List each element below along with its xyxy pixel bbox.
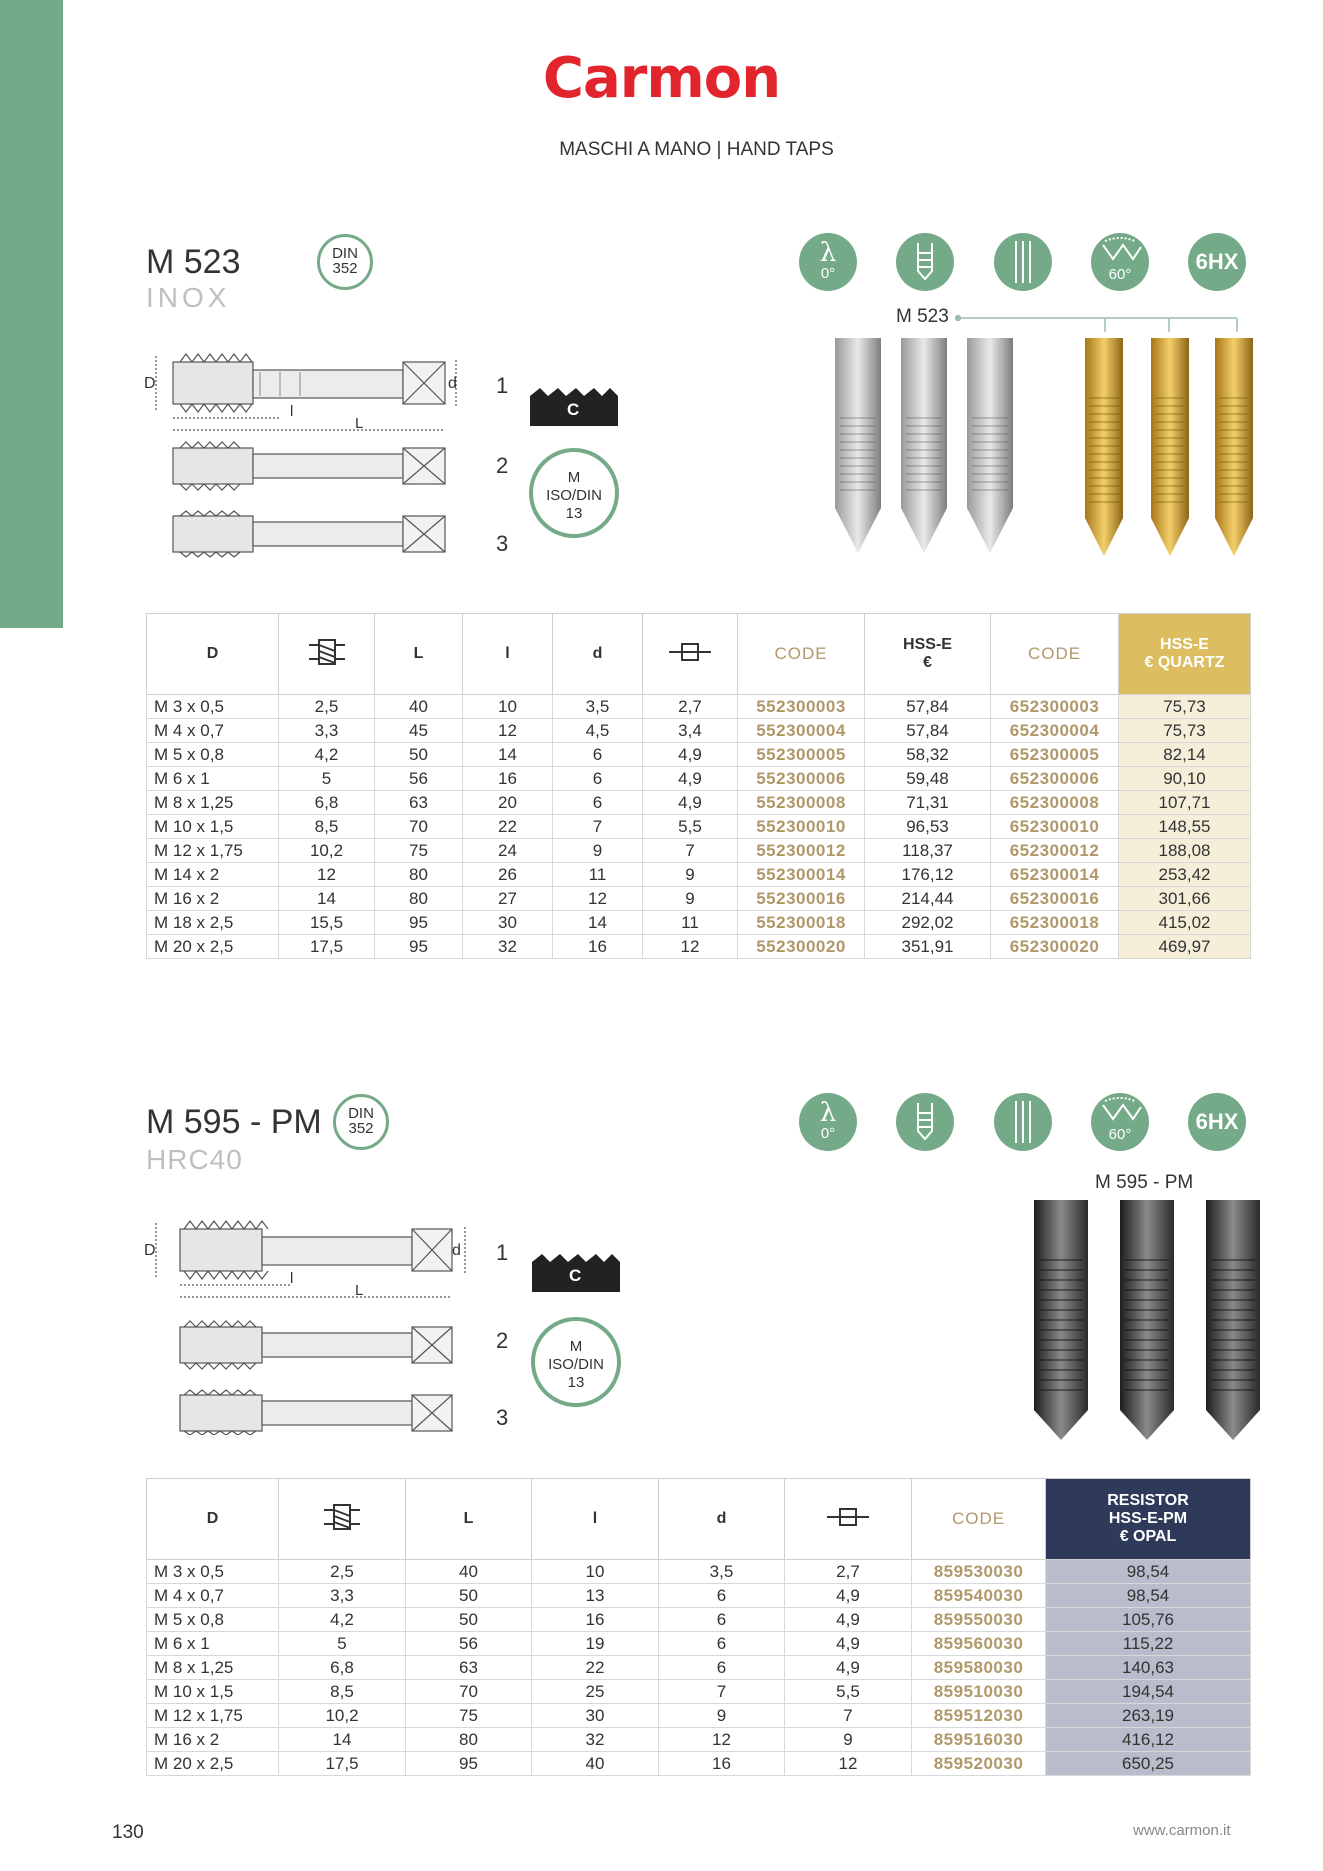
table-cell: 95 (375, 935, 463, 959)
table-cell: 98,54 (1046, 1584, 1251, 1608)
table-cell: 301,66 (1119, 887, 1251, 911)
image-label-leader (955, 310, 1245, 334)
table-cell: 25 (532, 1680, 659, 1704)
table-cell: 12 (659, 1728, 785, 1752)
table-cell: M 3 x 0,5 (147, 1560, 279, 1584)
table-row (147, 695, 1251, 719)
table-cell: 859530030 (912, 1560, 1046, 1584)
tap-number-2: 2 (496, 453, 509, 478)
din-badge (317, 234, 373, 290)
table-cell: 3,3 (279, 719, 375, 743)
table-cell: 351,91 (865, 935, 991, 959)
table-row (147, 1632, 1251, 1656)
table-row (147, 719, 1251, 743)
model-subtitle: INOX (146, 282, 231, 313)
table-cell: 552300006 (738, 767, 865, 791)
product-photo-taps (835, 338, 1260, 583)
dim-D: D (144, 375, 156, 392)
table-row (147, 743, 1251, 767)
table-cell: 10,2 (279, 1704, 406, 1728)
dim-d: d (452, 1242, 461, 1259)
rake-angle-icon-2: λ 0° (799, 1093, 857, 1151)
page-number: 130 (112, 1822, 144, 1843)
table-cell: 7 (659, 1680, 785, 1704)
table-cell: M 16 x 2 (147, 887, 279, 911)
product-image-label: M 523 (896, 306, 949, 327)
table-cell: M 4 x 0,7 (147, 719, 279, 743)
table-cell: 75,73 (1119, 719, 1251, 743)
table-cell: 552300014 (738, 863, 865, 887)
table-cell: 27 (463, 887, 553, 911)
model-subtitle-2: HRC40 (146, 1144, 243, 1175)
table-cell: 70 (375, 815, 463, 839)
iso-din-badge-2 (531, 1317, 621, 1407)
table-cell: 75 (375, 839, 463, 863)
table-cell: M 8 x 1,25 (147, 1656, 279, 1680)
table-cell: M 12 x 1,75 (147, 1704, 279, 1728)
tap-number-3: 3 (496, 1405, 509, 1430)
table-cell: 5,5 (643, 815, 738, 839)
table-cell: 70 (406, 1680, 532, 1704)
col-header-opal: RESISTOR HSS-E-PM € OPAL (1046, 1479, 1251, 1560)
thread-angle-icon-2: 60° (1091, 1093, 1149, 1151)
table-cell: 263,19 (1046, 1704, 1251, 1728)
col-header-D: D (147, 1479, 279, 1560)
table-cell: 40 (406, 1560, 532, 1584)
table-cell: 552300008 (738, 791, 865, 815)
table-cell: 40 (375, 695, 463, 719)
table-cell: 5 (279, 1632, 406, 1656)
table-cell: 552300010 (738, 815, 865, 839)
table-cell: M 20 x 2,5 (147, 1752, 279, 1776)
table-cell: 859516030 (912, 1728, 1046, 1752)
table-cell: M 12 x 1,75 (147, 839, 279, 863)
table-cell: 652300010 (991, 815, 1119, 839)
dim-l: l (290, 1270, 294, 1287)
table-cell: 859560030 (912, 1632, 1046, 1656)
spec-table-m595 (146, 1478, 1251, 1776)
table-cell: 292,02 (865, 911, 991, 935)
table-row (147, 911, 1251, 935)
table-cell: 11 (643, 911, 738, 935)
table-cell: 552300012 (738, 839, 865, 863)
col-header-d: d (553, 614, 643, 695)
square-size-icon (825, 1505, 871, 1529)
table-cell: 9 (553, 839, 643, 863)
spec-table-m523 (146, 613, 1251, 959)
table-cell: M 10 x 1,5 (147, 815, 279, 839)
table-cell: 50 (375, 743, 463, 767)
table-cell: 58,32 (865, 743, 991, 767)
table-cell: 3,4 (643, 719, 738, 743)
iso-line-3: 13 (567, 1374, 585, 1391)
table-cell: 30 (463, 911, 553, 935)
table-cell: M 5 x 0,8 (147, 743, 279, 767)
table-cell: 652300005 (991, 743, 1119, 767)
table-cell: 6 (659, 1632, 785, 1656)
table-cell: 2,5 (279, 1560, 406, 1584)
table-cell: 4,5 (553, 719, 643, 743)
table-cell: 17,5 (279, 935, 375, 959)
table-cell: 6 (659, 1608, 785, 1632)
tap-number-3: 3 (496, 531, 509, 556)
table-cell: M 14 x 2 (147, 863, 279, 887)
table-cell: 96,53 (865, 815, 991, 839)
dim-L: L (355, 415, 364, 432)
table-cell: 107,71 (1119, 791, 1251, 815)
table-row (147, 1704, 1251, 1728)
din-badge-2 (333, 1094, 389, 1150)
table-cell: 4,9 (785, 1584, 912, 1608)
table-cell: 8,5 (279, 815, 375, 839)
table-cell: 17,5 (279, 1752, 406, 1776)
table-cell: 3,5 (553, 695, 643, 719)
table-cell: 63 (375, 791, 463, 815)
table-cell: 7 (553, 815, 643, 839)
table-cell: 5,5 (785, 1680, 912, 1704)
table-cell: 8,5 (279, 1680, 406, 1704)
iso-din-badge (529, 448, 619, 538)
table-cell: M 16 x 2 (147, 1728, 279, 1752)
col-header-drill-icon (279, 614, 375, 695)
iso-line-2: ISO/DIN (548, 1356, 604, 1373)
table-cell: 9 (643, 863, 738, 887)
table-cell: 4,9 (643, 767, 738, 791)
table-cell: M 18 x 2,5 (147, 911, 279, 935)
table-cell: 24 (463, 839, 553, 863)
table-cell: 469,97 (1119, 935, 1251, 959)
table-cell: 859550030 (912, 1608, 1046, 1632)
table-cell: M 6 x 1 (147, 1632, 279, 1656)
table-cell: 50 (406, 1584, 532, 1608)
col-header-d: d (659, 1479, 785, 1560)
table-cell: 2,7 (785, 1560, 912, 1584)
table-cell: 20 (463, 791, 553, 815)
table-cell: 14 (553, 911, 643, 935)
table-cell: 12 (553, 887, 643, 911)
table-cell: 6 (659, 1584, 785, 1608)
table-cell: 3,3 (279, 1584, 406, 1608)
col-header-L: L (375, 614, 463, 695)
table-cell: 4,9 (785, 1656, 912, 1680)
table-cell: 652300008 (991, 791, 1119, 815)
iso-line-3: 13 (565, 505, 583, 522)
col-header-hsse: HSS-E € (865, 614, 991, 695)
table-row (147, 791, 1251, 815)
iso-line-2: ISO/DIN (546, 487, 602, 504)
table-cell: 15,5 (279, 911, 375, 935)
table-cell: 16 (659, 1752, 785, 1776)
table-row (147, 1560, 1251, 1584)
table-row (147, 1584, 1251, 1608)
table-cell: 652300016 (991, 887, 1119, 911)
table-cell: 652300012 (991, 839, 1119, 863)
table-cell: 652300004 (991, 719, 1119, 743)
table-cell: 4,2 (279, 1608, 406, 1632)
brand-logo: Carmon (542, 46, 781, 111)
product-photo-taps-2 (1030, 1200, 1260, 1445)
table-cell: M 8 x 1,25 (147, 791, 279, 815)
din-label: DIN (332, 245, 358, 262)
iso-line-1: M (567, 469, 581, 486)
chamfer-label-2: C (569, 1266, 582, 1285)
table-cell: 50 (406, 1608, 532, 1632)
table-cell: 95 (406, 1752, 532, 1776)
through-hole-icon (994, 233, 1052, 291)
table-cell: 6 (553, 791, 643, 815)
table-cell: 12 (643, 935, 738, 959)
table-cell: 176,12 (865, 863, 991, 887)
table-cell: 11 (553, 863, 643, 887)
table-row (147, 1680, 1251, 1704)
table-cell: 214,44 (865, 887, 991, 911)
table-cell: 5 (279, 767, 375, 791)
din-label: DIN (348, 1105, 374, 1122)
table-row (147, 863, 1251, 887)
table-cell: 105,76 (1046, 1608, 1251, 1632)
table-cell: 22 (532, 1656, 659, 1680)
tap-number-1: 1 (496, 373, 509, 398)
table-row (147, 767, 1251, 791)
table-row (147, 935, 1251, 959)
table-cell: 19 (532, 1632, 659, 1656)
col-header-drill-icon (279, 1479, 406, 1560)
col-header-square-icon (785, 1479, 912, 1560)
table-cell: 12 (279, 863, 375, 887)
table-cell: 32 (532, 1728, 659, 1752)
table-cell: 14 (279, 1728, 406, 1752)
blind-hole-icon-2 (896, 1093, 954, 1151)
table-cell: 652300006 (991, 767, 1119, 791)
blind-hole-icon (896, 233, 954, 291)
table-cell: 56 (375, 767, 463, 791)
table-cell: 115,22 (1046, 1632, 1251, 1656)
table-cell: M 10 x 1,5 (147, 1680, 279, 1704)
tolerance-6hx-icon-2: 6HX (1188, 1093, 1246, 1151)
table-cell: 859512030 (912, 1704, 1046, 1728)
table-cell: 859520030 (912, 1752, 1046, 1776)
table-cell: 57,84 (865, 695, 991, 719)
table-cell: 13 (532, 1584, 659, 1608)
col-header-code: CODE (738, 614, 865, 695)
table-cell: 859540030 (912, 1584, 1046, 1608)
drill-hole-icon (320, 1502, 364, 1532)
table-cell: 59,48 (865, 767, 991, 791)
table-cell: 56 (406, 1632, 532, 1656)
table-row (147, 815, 1251, 839)
table-row (147, 1656, 1251, 1680)
table-cell: 80 (375, 887, 463, 911)
dim-d: d (448, 375, 457, 392)
table-cell: 552300018 (738, 911, 865, 935)
table-cell: 4,2 (279, 743, 375, 767)
dim-l: l (290, 403, 294, 420)
model-title: M 523 (146, 243, 241, 281)
table-cell: 416,12 (1046, 1728, 1251, 1752)
table-cell: 6,8 (279, 1656, 406, 1680)
table-cell: 3,5 (659, 1560, 785, 1584)
tolerance-6hx-icon: 6HX (1188, 233, 1246, 291)
table-cell: 16 (463, 767, 553, 791)
table-cell: 652300018 (991, 911, 1119, 935)
table-cell: 4,9 (785, 1632, 912, 1656)
col-header-D: D (147, 614, 279, 695)
table-cell: 650,25 (1046, 1752, 1251, 1776)
dim-D: D (144, 1242, 156, 1259)
table-cell: 45 (375, 719, 463, 743)
table-cell: 253,42 (1119, 863, 1251, 887)
thread-angle-icon: 60° (1091, 233, 1149, 291)
table-cell: 552300004 (738, 719, 865, 743)
table-cell: 98,54 (1046, 1560, 1251, 1584)
model-title-2: M 595 - PM (146, 1103, 322, 1141)
tap-drawings (140, 348, 460, 568)
table-cell: 95 (375, 911, 463, 935)
table-cell: 118,37 (865, 839, 991, 863)
table-cell: 9 (785, 1728, 912, 1752)
table-cell: 652300014 (991, 863, 1119, 887)
table-cell: M 3 x 0,5 (147, 695, 279, 719)
table-cell: 16 (553, 935, 643, 959)
table-cell: 859510030 (912, 1680, 1046, 1704)
table-cell: 71,31 (865, 791, 991, 815)
col-header-code-2: CODE (991, 614, 1119, 695)
table-cell: 75 (406, 1704, 532, 1728)
table-cell: 4,9 (643, 743, 738, 767)
table-cell: 12 (785, 1752, 912, 1776)
table-cell: 4,9 (785, 1608, 912, 1632)
table-cell: 552300016 (738, 887, 865, 911)
drill-hole-icon (305, 637, 349, 667)
col-header-L: L (406, 1479, 532, 1560)
table-cell: 14 (279, 887, 375, 911)
tap-number-1: 1 (496, 1240, 509, 1265)
table-cell: M 5 x 0,8 (147, 1608, 279, 1632)
table-row (147, 887, 1251, 911)
table-cell: 7 (643, 839, 738, 863)
through-hole-icon-2 (994, 1093, 1052, 1151)
table-cell: 16 (532, 1608, 659, 1632)
table-cell: 2,7 (643, 695, 738, 719)
table-cell: 6 (553, 767, 643, 791)
table-cell: 4,9 (643, 791, 738, 815)
table-cell: 6,8 (279, 791, 375, 815)
table-cell: 57,84 (865, 719, 991, 743)
table-cell: 652300003 (991, 695, 1119, 719)
table-cell: 552300020 (738, 935, 865, 959)
square-size-icon (667, 640, 713, 664)
table-cell: 82,14 (1119, 743, 1251, 767)
table-cell: 22 (463, 815, 553, 839)
table-cell: 859580030 (912, 1656, 1046, 1680)
table-cell: M 4 x 0,7 (147, 1584, 279, 1608)
table-cell: 14 (463, 743, 553, 767)
table-row (147, 839, 1251, 863)
table-cell: 9 (659, 1704, 785, 1728)
table-cell: 10 (532, 1560, 659, 1584)
col-header-code: CODE (912, 1479, 1046, 1560)
table-cell: 80 (375, 863, 463, 887)
rake-angle-icon: λ 0° (799, 233, 857, 291)
table-cell: 2,5 (279, 695, 375, 719)
table-cell: 552300005 (738, 743, 865, 767)
page-subtitle: MASCHI A MANO | HAND TAPS (559, 139, 834, 160)
table-cell: 6 (553, 743, 643, 767)
table-cell: 26 (463, 863, 553, 887)
table-row (147, 1728, 1251, 1752)
table-cell: 63 (406, 1656, 532, 1680)
table-cell: 7 (785, 1704, 912, 1728)
table-cell: 10,2 (279, 839, 375, 863)
table-cell: 90,10 (1119, 767, 1251, 791)
table-cell: 140,63 (1046, 1656, 1251, 1680)
table-cell: 75,73 (1119, 695, 1251, 719)
col-header-l: l (463, 614, 553, 695)
table-cell: 80 (406, 1728, 532, 1752)
website-link[interactable]: www.carmon.it (1133, 1822, 1231, 1839)
table-cell: 415,02 (1119, 911, 1251, 935)
table-cell: M 20 x 2,5 (147, 935, 279, 959)
table-cell: 552300003 (738, 695, 865, 719)
tap-drawings-2 (140, 1215, 470, 1435)
table-row (147, 1752, 1251, 1776)
table-cell: 30 (532, 1704, 659, 1728)
dim-L: L (355, 1282, 364, 1299)
table-cell: 32 (463, 935, 553, 959)
table-cell: 188,08 (1119, 839, 1251, 863)
din-number: 352 (348, 1120, 374, 1137)
din-number: 352 (332, 260, 358, 277)
col-header-square-icon (643, 614, 738, 695)
table-cell: M 6 x 1 (147, 767, 279, 791)
chamfer-label: C (567, 400, 580, 419)
table-row (147, 1608, 1251, 1632)
tap-number-2: 2 (496, 1328, 509, 1353)
product-image-label-2: M 595 - PM (1095, 1172, 1194, 1193)
col-header-l: l (532, 1479, 659, 1560)
table-cell: 9 (643, 887, 738, 911)
table-cell: 40 (532, 1752, 659, 1776)
table-cell: 6 (659, 1656, 785, 1680)
iso-line-1: M (569, 1338, 583, 1355)
table-cell: 194,54 (1046, 1680, 1251, 1704)
table-cell: 10 (463, 695, 553, 719)
col-header-quartz: HSS-E € QUARTZ (1119, 614, 1251, 695)
table-cell: 652300020 (991, 935, 1119, 959)
table-cell: 148,55 (1119, 815, 1251, 839)
table-cell: 12 (463, 719, 553, 743)
